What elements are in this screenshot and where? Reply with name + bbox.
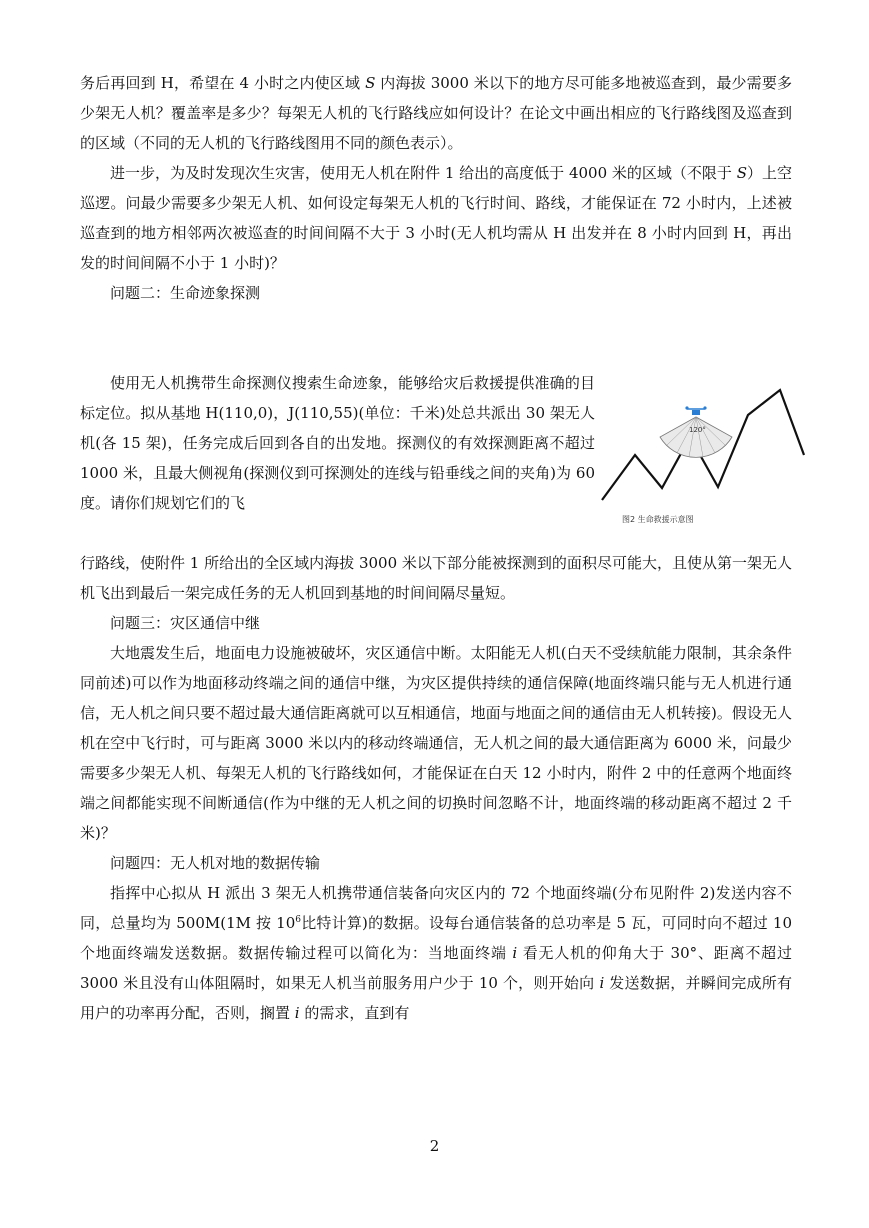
paragraph-2: 进一步，为及时发现次生灾害，使用无人机在附件 1 给出的高度低于 4000 米的区域（不限于 S）上空巡逻。问最少需要多少架无人机、如何设定每架无人机的飞行时间、路线，才能保证在 72 小时内，上述被巡查到的地方相邻两次被巡查的时间间隔不大于 3 小时(无人机均需从 H 出发并在 8 小时内回到 H，再出发的时间间隔不小于 1 小时)？ <box>80 164 792 272</box>
detection-sector <box>660 417 732 457</box>
heading-problem-2: 问题二：生命迹象探测 <box>110 284 261 302</box>
angle-label: 120° <box>689 426 706 434</box>
heading-problem-3: 问题三：灾区通信中继 <box>110 614 261 632</box>
drone-icon <box>685 406 706 415</box>
body-text-top <box>80 68 792 308</box>
rescue-diagram <box>600 385 805 535</box>
body-text-bottom <box>80 548 792 1028</box>
paragraph-3b: 行路线，使附件 1 所给出的全区域内海拔 3000 米以下部分能被探测到的面积尽可能大，且使从第一架无人机飞出到最后一架完成任务的无人机回到基地的时间间隔尽量短。 <box>80 554 792 602</box>
paragraph-3a: 使用无人机携带生命探测仪搜索生命迹象，能够给灾后救援提供准确的目标定位。拟从基地 H(110,0)，J(110,55)(单位：千米)处总共派出 30 架无人机(各 15 架)，任务完成后回到各自的出发地。探测仪的有效探测距离不超过 1000 米，且最大侧视角(探测仪到可探测处的连线与铅垂线之间的夹角)为 60 度。请你们规划它们的飞 <box>80 374 595 512</box>
page-number: 2 <box>429 1137 440 1155</box>
paragraph-4: 大地震发生后，地面电力设施被破坏，灾区通信中断。太阳能无人机(白天不受续航能力限制，其余条件同前述)可以作为地面移动终端之间的通信中继，为灾区提供持续的通信保障(地面终端只能与无人机进行通信，无人机之间只要不超过最大通信距离就可以互相通信，地面与地面之间的通信由无人机转接)。假设无人机在空中飞行时，可与距离 3000 米以内的移动终端通信，无人机之间的最大通信距离为 6000 米，问最少需要多少架无人机、每架无人机的飞行路线如何，才能保证在白天 12 小时内，附件 2 中的任意两个地面终端之间都能实现不间断通信(作为中继的无人机之间的切换时间忽略不计，地面终端的移动距离不超过 2 千米)？ <box>80 644 792 842</box>
body-text-wrap <box>80 368 595 518</box>
paragraph-1: 务后再回到 H，希望在 4 小时之内使区域 S 内海拔 3000 米以下的地方尽可能多地被巡查到，最少需要多少架无人机？覆盖率是多少？每架无人机的飞行路线应如何设计？在论文中画出相应的飞行路线图及巡查到的区域（不同的无人机的飞行路线图用不同的颜色表示）。 <box>80 74 793 152</box>
paragraph-5: 指挥中心拟从 H 派出 3 架无人机携带通信装备向灾区内的 72 个地面终端(分布见附件 2)发送内容不同，总量均为 500M(1M 按 $10^6$比特计算)的数据。设每台通信装备的总功率是 5 瓦，可同时向不超过 10 个地面终端发送数据。数据传输过程可以简化为：当地面终端 i 看无人机的仰角大于 30°、距离不超过 3000 米且没有山体阻隔时，如果无人机当前服务用户少于 10 个，则开始向 i 发送数据，并瞬间完成所有用户的功率再分配，否则，搁置 i 的需求，直到有 <box>80 884 792 1022</box>
heading-problem-4: 问题四：无人机对地的数据传输 <box>110 854 321 872</box>
life-rescue-figure <box>600 385 805 535</box>
figure-caption: 图2 生命救援示意图 <box>622 515 694 524</box>
